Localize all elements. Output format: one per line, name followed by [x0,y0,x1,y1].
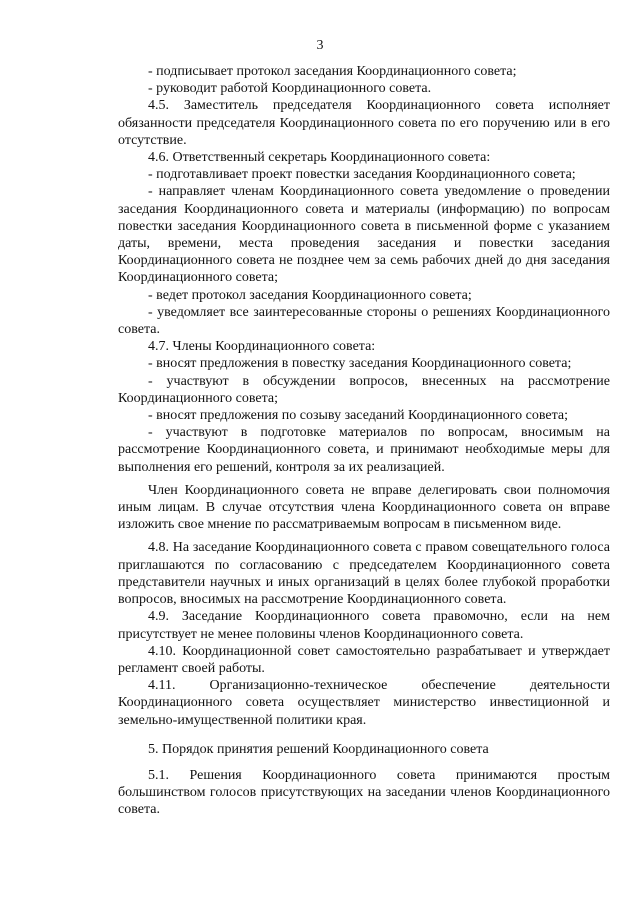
paragraph: - уведомляет все заинтересованные стороны о решениях Координационного совета. [118,304,610,338]
paragraph: - участвуют в обсуждении вопросов, внесенных на рассмотрение Координационного совета; [118,373,610,406]
section-heading: 5. Порядок принятия решений Координационного совета [148,741,489,757]
paragraph: 5.1. Решения Координационного совета принимаются простым большинством голосов присутствующих на заседании членов Координационного совета. [118,767,610,818]
paragraph: 4.10. Координационной совет самостоятельно разрабатывает и утверждает регламент своей работы. [118,643,610,676]
paragraph: 4.5. Заместитель председателя Координационного совета исполняет обязанности председателя Координационного совета по его поручению или в его отсутствие. [118,98,610,148]
document-body [118,63,610,819]
paragraph: - подписывает протокол заседания Координационного совета; [148,64,517,79]
paragraph: 4.9. Заседание Координационного совета правомочно, если на нем присутствует не менее половины членов Координационного совета. [118,609,610,642]
paragraph: - участвуют в подготовке материалов по вопросам, вносимым на рассмотрение Координационного совета, и принимают необходимые меры для выполнения его решений, контроля за их реализацией. [118,425,610,475]
paragraph: - вносят предложения в повестку заседания Координационного совета; [148,356,572,372]
paragraph: 4.6. Ответственный секретарь Координационного совета: [148,150,491,166]
paragraph: - направляет членам Координационного совета уведомление о проведении заседания Координационного совета и материалы (информацию) по вопросам повестки заседания Координационного совета в письменной форме с указанием даты, времени, места проведения заседания и повестки заседания Координационного совета не позднее чем за семь рабочих дней до дня заседания Координационного совета; [118,184,610,286]
paragraph: 4.11. Организационно-техническое обеспечение деятельности Координационного совета осуществляет министерство инвестиционной и земельно-имущественной политики края. [118,678,610,728]
paragraph: - вносят предложения по созыву заседаний Координационного совета; [148,408,569,424]
paragraph: 4.7. Члены Координационного совета: [148,339,376,355]
paragraph: 4.8. На заседание Координационного совета с правом совещательного голоса приглашаются по согласованию с председателем Координационного совета представители научных и иных организаций в целях более глубокой проработки вопросов, вносимых на рассмотрение Координационного совета. [118,540,610,608]
paragraph: - руководит работой Координационного совета. [148,81,432,97]
paragraph: - подготавливает проект повестки заседания Координационного совета; [148,167,576,183]
paragraph: - ведет протокол заседания Координационного совета; [148,287,472,303]
page-number: 3 [316,38,324,53]
paragraph: Член Координационного совета не вправе делегировать свои полномочия иным лицам. В случае отсутствия члена Координационного совета он вправе изложить свое мнение по рассматриваемым вопросам в письменном виде. [118,482,610,533]
